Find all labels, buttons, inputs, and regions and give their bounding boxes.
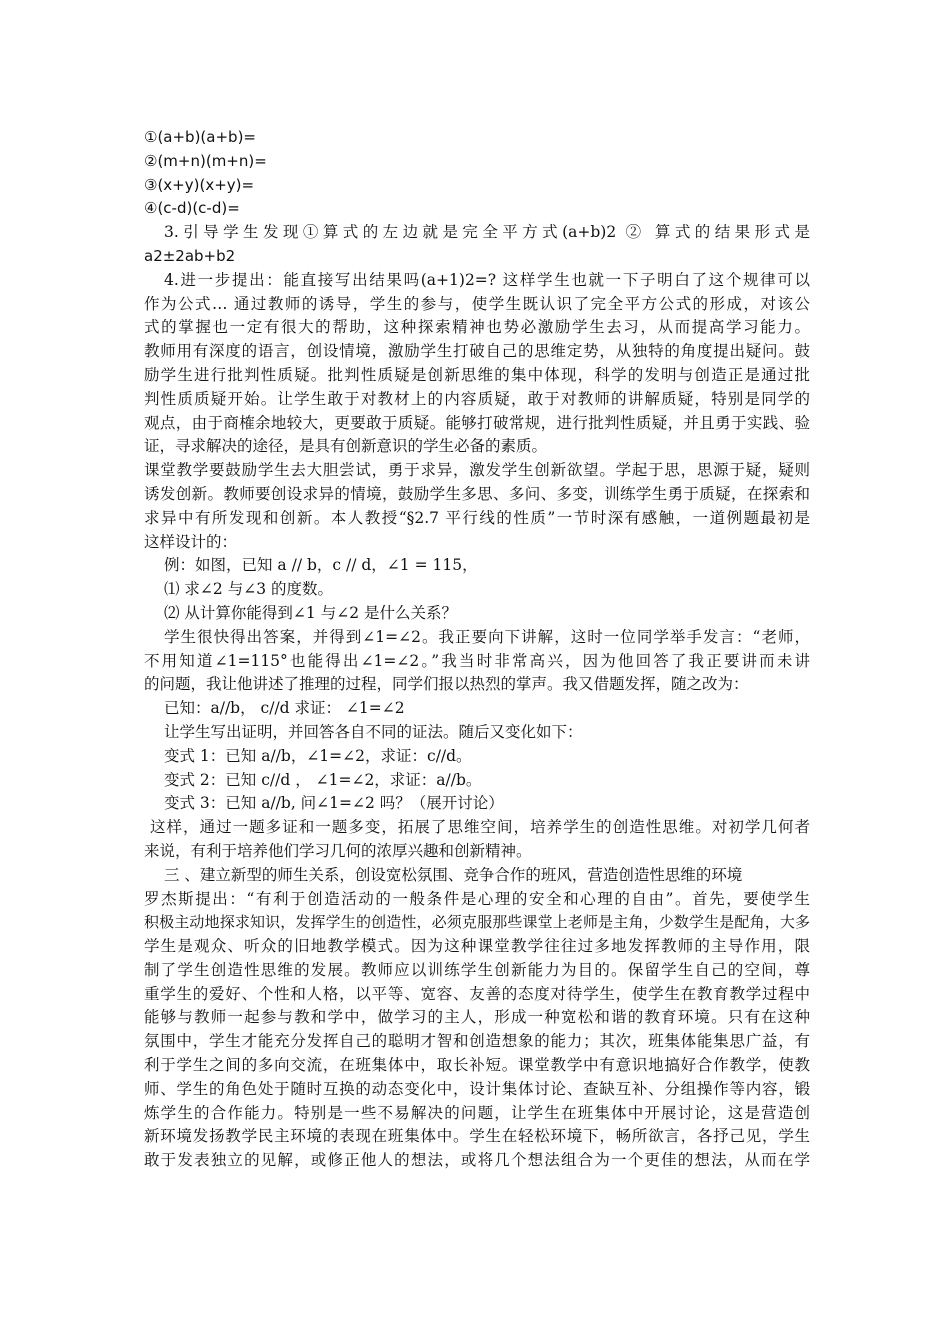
text-line: 学生是观众、听众的旧地教学模式。因为这种课堂教学往往过多地发挥教师的主导作用，限 — [144, 937, 810, 956]
text-line: 来说，有利于培养他们学习几何的浓厚兴趣和创新精神。 — [144, 841, 532, 860]
text-line: 式的掌握也一定有很大的帮助，这种探索精神也势必激励学生去习，从而提高学习能力。 — [144, 318, 810, 337]
proof-statement: 已知：a//b， c//d 求证： ∠1=∠2 — [164, 699, 405, 718]
expression-line-2: ②(m+n)(m+n)= — [144, 151, 267, 170]
text-line: 课堂教学要鼓励学生去大胆尝试，勇于求异，激发学生创新欲望。学起于思，思源于疑，疑则 — [144, 461, 810, 480]
text-line: 炼学生的合作能力。特别是一些不易解决的问题，让学生在班集体中开展讨论，这是营造创 — [144, 1103, 810, 1122]
text-line: 励学生进行批判性质疑。批判性质疑是创新思维的集中体现，科学的发明与创造正是通过批 — [144, 365, 810, 384]
text-line: 新环境发扬教学民主环境的表现在班集体中。学生在轻松环境下，畅所欲言，各抒己见，学生 — [144, 1127, 810, 1146]
text-line: 这样设计的： — [144, 532, 238, 551]
text-line: 能够与教师一起参与教和学中，做学习的主人，形成一种宽松和谐的教育环境。只有在这种 — [144, 1008, 810, 1027]
text-line: 判性质质疑开始。让学生敢于对教材上的内容质疑，敢于对教师的讲解质疑，特别是同学的 — [144, 389, 810, 408]
text-line: 3.引导学生发现①算式的左边就是完全平方式(a+b)2 ② 算式的结果形式是 — [164, 223, 810, 242]
text-line: 制了学生创造性思维的发展。教师应以训练学生创新能力为目的。保留学生自己的空间，尊 — [144, 960, 810, 979]
text-line: 教师用有深度的语言，创设情境，激励学生打破自己的思维定势，从独特的角度提出疑问。鼓 — [144, 342, 810, 361]
text-line: 作为公式… 通过教师的诱导，学生的参与，使学生既认识了完全平方公式的形成，对该公 — [144, 294, 810, 313]
text-line: 这样，通过一题多证和一题多变，拓展了思维空间，培养学生的创造性思维。对初学几何者 — [150, 818, 810, 837]
text-line: 诱发创新。教师要创设求异的情境，鼓励学生多思、多问、多变，训练学生勇于质疑，在探索和 — [144, 484, 810, 503]
text-line: 利于学生之间的多向交流，在班集体中，取长补短。课堂教学中有意识地搞好合作教学，使教 — [144, 1056, 810, 1075]
text-line: 学生很快得出答案，并得到∠1=∠2。我正要向下讲解，这时一位同学举手发言：“老师， — [164, 627, 810, 646]
text-line: 求异中有所发现和创新。本人教授“§2.7 平行线的性质”一节时深有感触，一道例题最初是 — [144, 508, 810, 527]
expression-line-1: ①(a+b)(a+b)= — [144, 128, 256, 146]
text-line: 师、学生的角色处于随时互换的动态变化中，设计集体讨论、查缺互补、分组操作等内容，锻 — [144, 1079, 810, 1098]
expression-line-4: ④(c-d)(c-d)= — [144, 199, 240, 218]
example-question-2: ⑵ 从计算你能得到∠1 与∠2 是什么关系？ — [164, 603, 457, 622]
variant-1: 变式 1：已知 a//b，∠1=∠2，求证：c//d。 — [164, 746, 472, 765]
text-line: 氛围中，学生才能充分发挥自己的聪明才智和创造想象的能力；其次，班集体能集思广益，有 — [144, 1032, 810, 1051]
document-body — [144, 126, 810, 1173]
text-line: a2±2ab+b2 — [144, 246, 236, 265]
text-line: 的问题，我让他讲述了推理的过程，同学们报以热烈的掌声。我又借题发挥，随之改为： — [144, 675, 749, 694]
text-line: 观点，由于商榷余地较大，更要敢于质疑。能够打破常规，进行批判性质疑，并且勇于实践、验 — [144, 413, 810, 432]
variant-2: 变式 2：已知 c//d ， ∠1=∠2，求证：a//b。 — [164, 770, 482, 789]
text-line: 不用知道∠1=115°也能得出∠1=∠2。”我当时非常高兴，因为他回答了我正要讲而未讲 — [144, 651, 810, 670]
text-line: 4.进一步提出：能直接写出结果吗(a+1)2=? 这样学生也就一下子明白了这个规律可以 — [164, 270, 810, 289]
text-line: 积极主动地探求知识，发挥学生的创造性，必须克服那些课堂上老师是主角，少数学生是配角，大多 — [144, 913, 810, 932]
example-line: 例：如图，已知 a // b，c // d，∠1 = 115， — [164, 556, 478, 575]
text-line: 罗杰斯提出：“有利于创造活动的一般条件是心理的安全和心理的自由”。首先，要使学生 — [144, 889, 810, 908]
text-line: 重学生的爱好、个性和人格，以平等、宽容、友善的态度对待学生，使学生在教育教学过程中 — [144, 984, 810, 1003]
section-heading: 三 、建立新型的师生关系，创设宽松氛围、竞争合作的班风，营造创造性思维的环境 — [164, 865, 743, 884]
text-line: 敢于发表独立的见解，或修正他人的想法，或将几个想法组合为一个更佳的想法，从而在学 — [144, 1151, 810, 1170]
expression-line-3: ③(x+y)(x+y)= — [144, 175, 255, 194]
text-line: 让学生写出证明，并回答各自不同的证法。随后又变化如下： — [164, 722, 583, 741]
text-line: 证，寻求解决的途径，是具有创新意识的学生必备的素质。 — [144, 437, 548, 456]
example-question-1: ⑴ 求∠2 与∠3 的度数。 — [164, 580, 333, 599]
variant-3: 变式 3：已知 a//b, 问∠1=∠2 吗？（展开讨论） — [164, 794, 504, 813]
